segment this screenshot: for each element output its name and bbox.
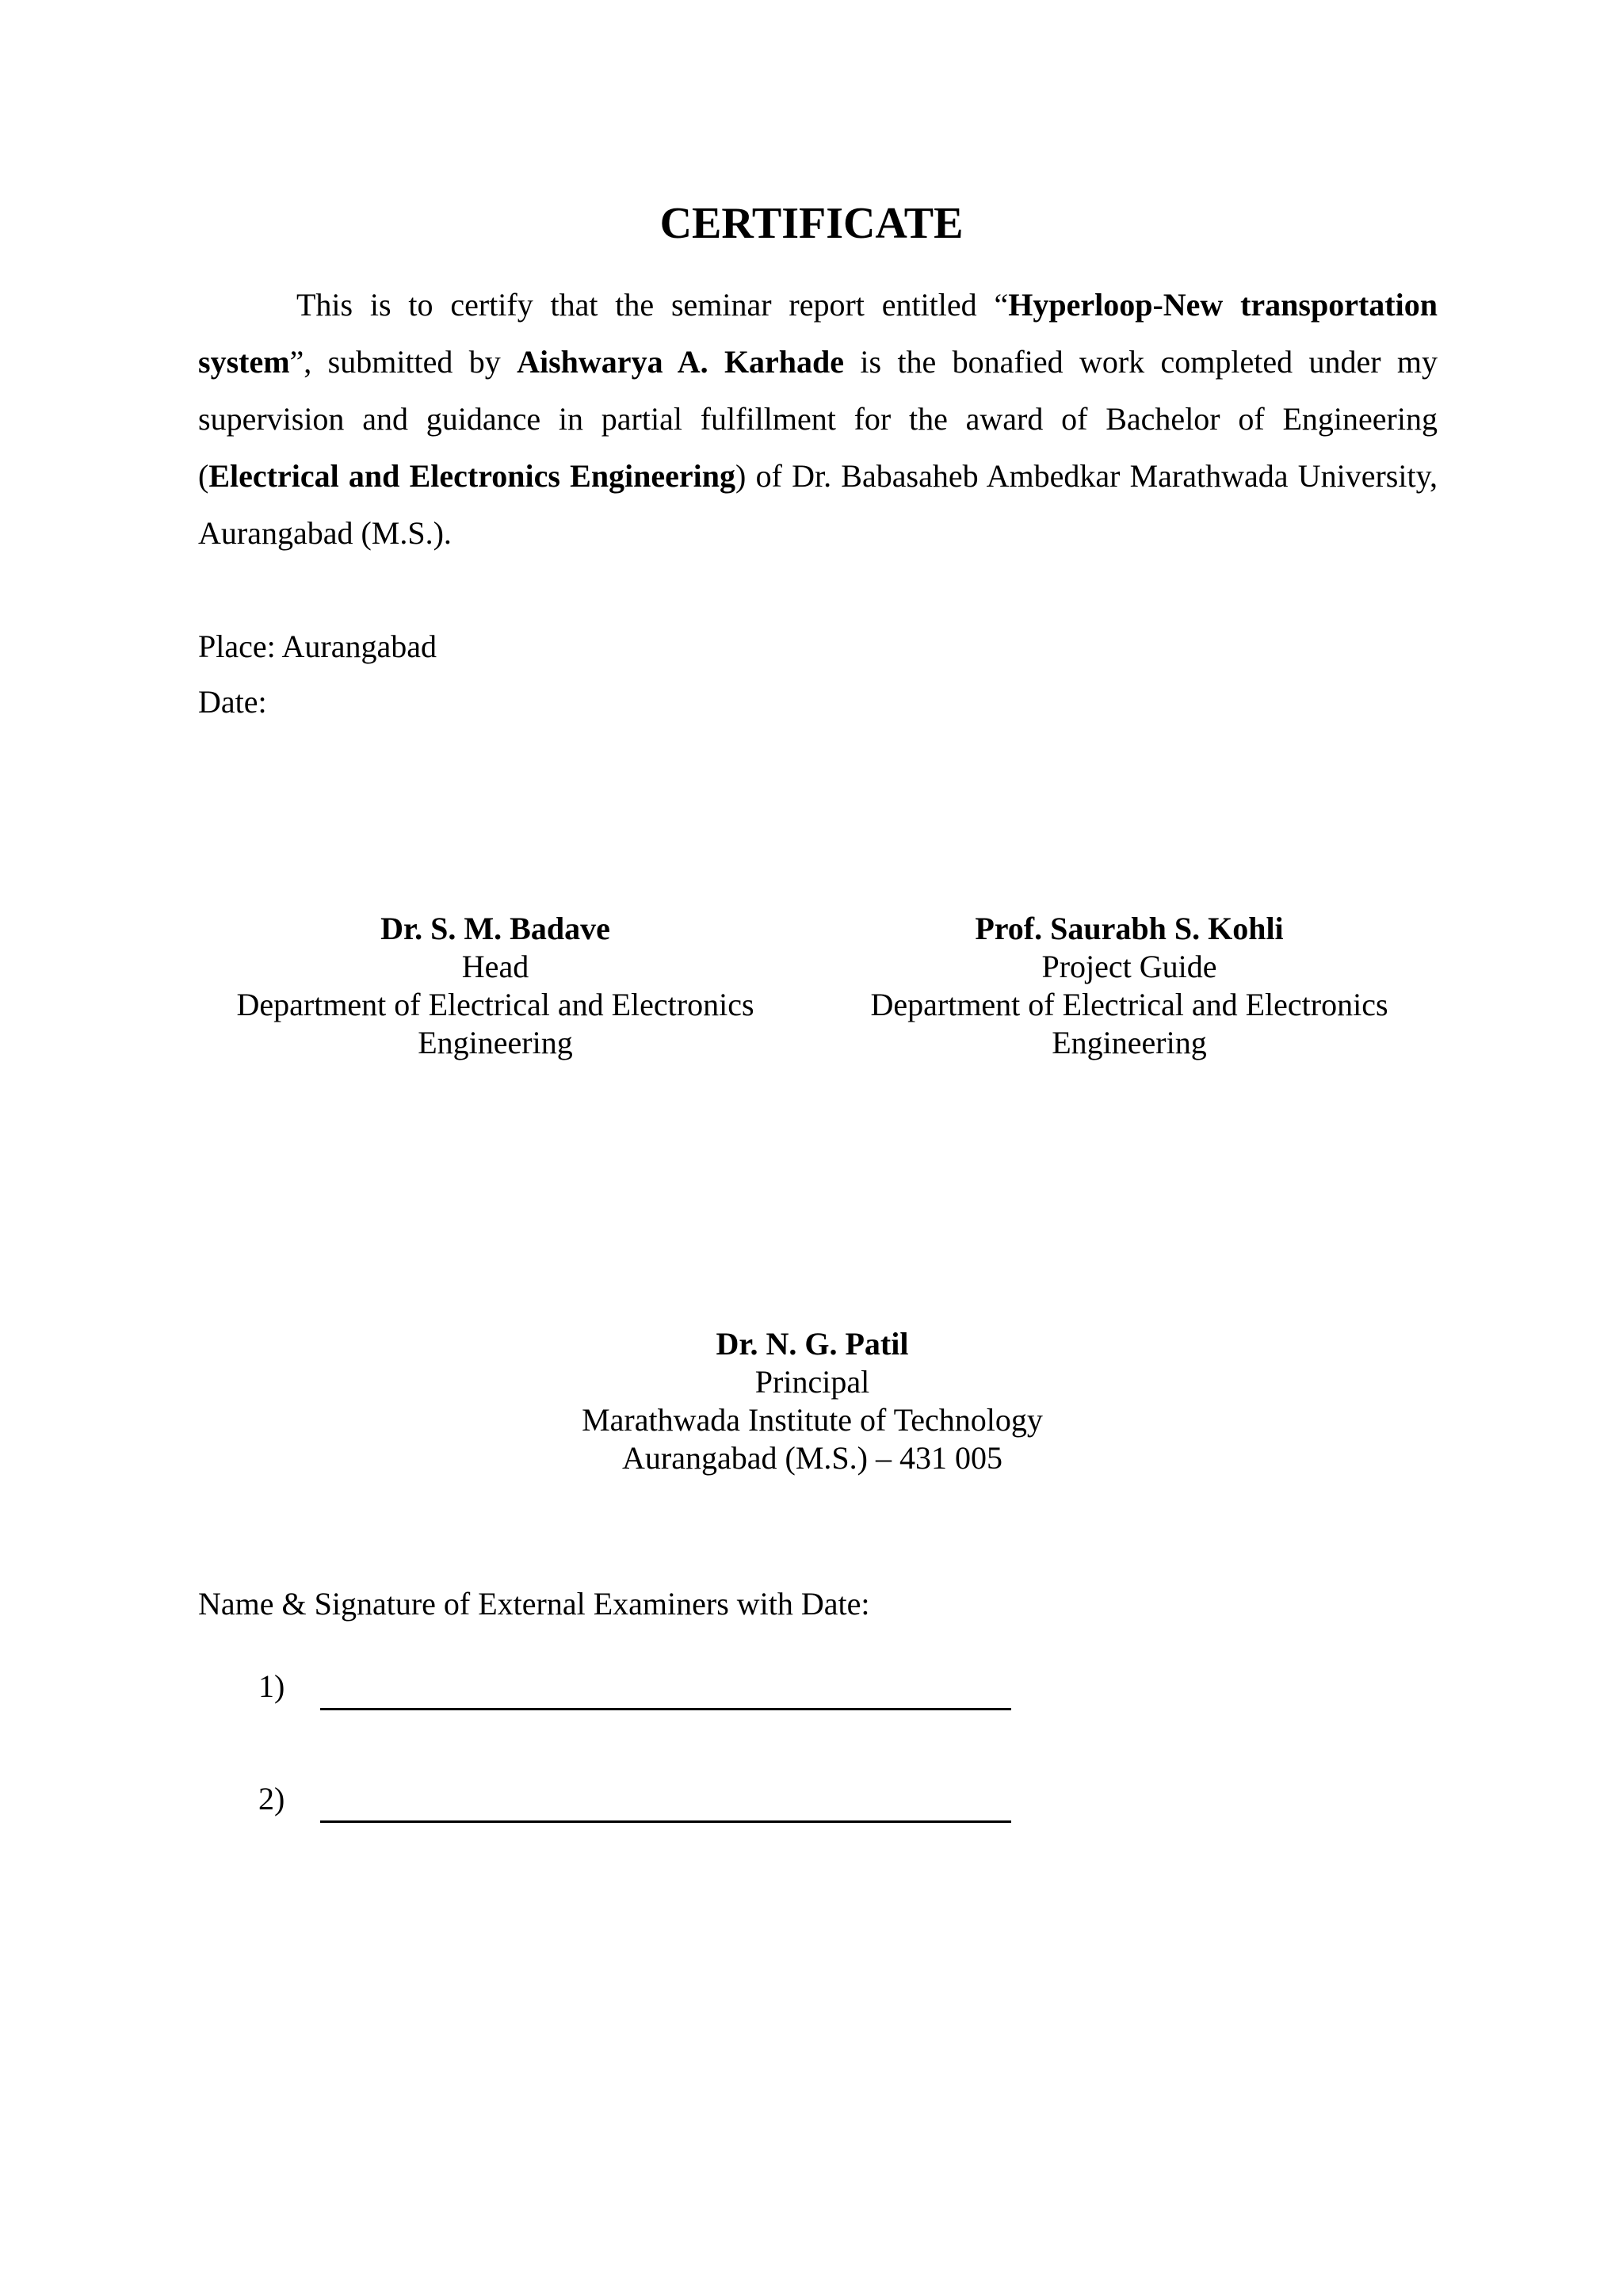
student-name: Aishwarya A. Karhade <box>517 344 845 380</box>
examiner-number: 1) <box>258 1668 285 1704</box>
certificate-body <box>198 277 1438 562</box>
principal-signatory <box>475 1325 1149 1477</box>
body-intro: This is to certify that the seminar report entitled “ <box>296 287 1009 323</box>
body-after-title: ”, submitted by <box>289 344 517 380</box>
principal-institute: Marathwada Institute of Technology <box>582 1402 1043 1438</box>
department-name: Electrical and Electronics Engineering <box>208 458 736 494</box>
guide-name: Prof. Saurabh S. Kohli <box>975 911 1284 946</box>
head-name: Dr. S. M. Badave <box>380 911 610 946</box>
certificate-title: CERTIFICATE <box>659 199 964 248</box>
guide-dept-line2: Engineering <box>1052 1025 1207 1060</box>
guide-dept-line1: Department of Electrical and Electronics <box>870 987 1388 1022</box>
examiner-number: 2) <box>258 1781 285 1817</box>
examiners-heading: Name & Signature of External Examiners with Date: <box>198 1586 870 1622</box>
place-line: Place: Aurangabad <box>198 628 437 664</box>
date-line: Date: <box>198 684 267 720</box>
signature-line <box>320 1671 1011 1710</box>
head-dept-line1: Department of Electrical and Electronics <box>236 987 754 1022</box>
principal-name: Dr. N. G. Patil <box>716 1326 909 1362</box>
examiner-row-2 <box>258 1775 1011 1823</box>
body-middle: is the bonafied work completed under my supervision and guidance in partial fulfillment for the award of Bachelor of Engineering ( <box>198 344 1438 494</box>
report-title: Hyperloop-New transportation system <box>198 287 1438 380</box>
principal-address: Aurangabad (M.S.) – 431 005 <box>622 1440 1002 1476</box>
examiner-row-1 <box>258 1663 1011 1710</box>
signature-line <box>320 1784 1011 1823</box>
head-dept-line2: Engineering <box>418 1025 573 1060</box>
guide-role: Project Guide <box>1041 949 1217 984</box>
guide-signatory <box>840 910 1419 1062</box>
body-ending: ) of Dr. Babasaheb Ambedkar Marathwada University, Aurangabad (M.S.). <box>198 458 1438 551</box>
head-role: Head <box>461 949 529 984</box>
head-signatory <box>206 910 785 1062</box>
principal-role: Principal <box>754 1364 870 1400</box>
